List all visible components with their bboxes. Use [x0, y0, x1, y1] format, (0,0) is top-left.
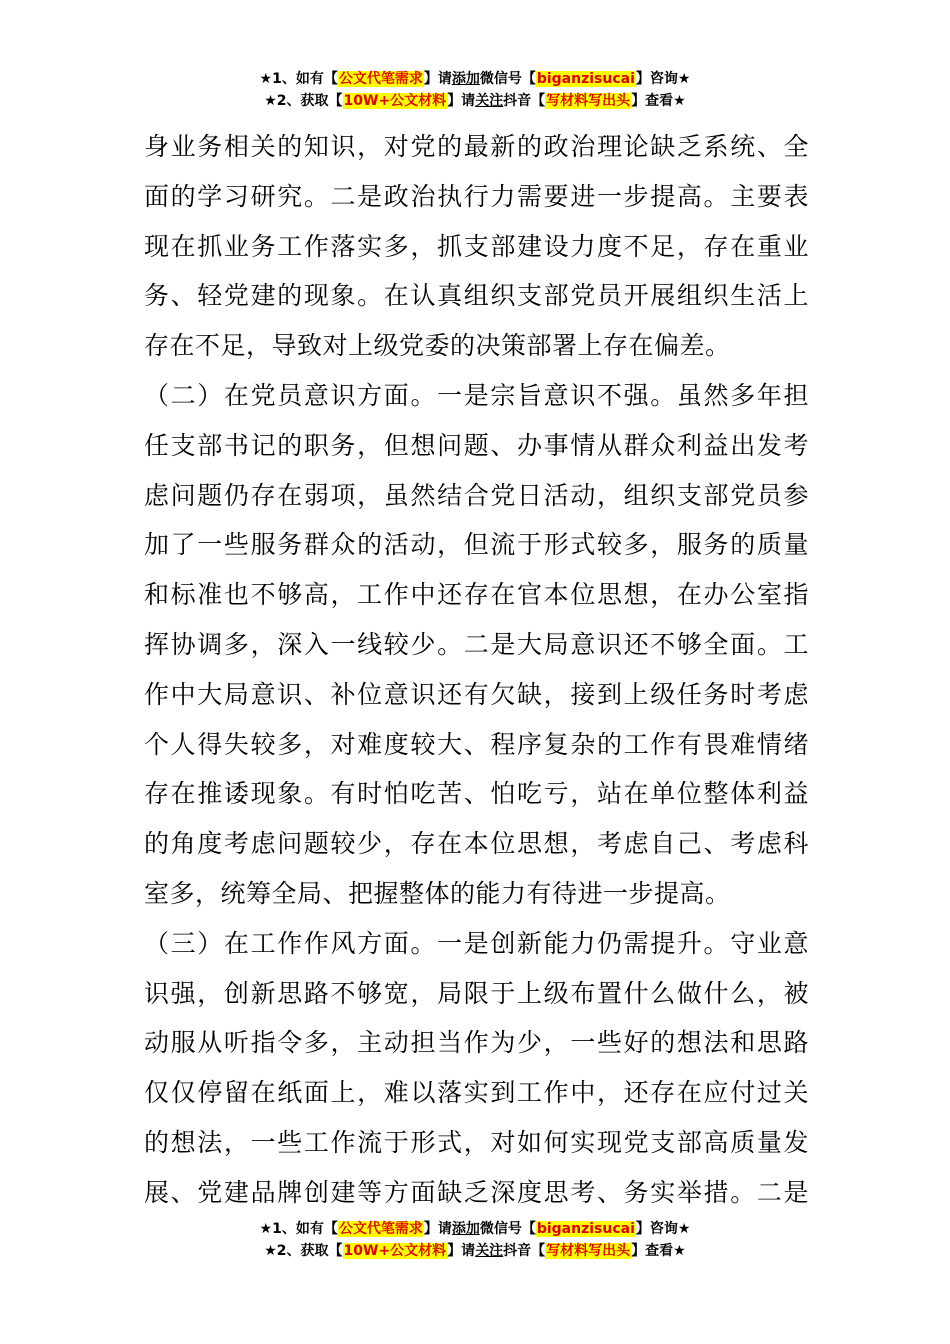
- body-line: 务、轻党建的现象。在认真组织支部党员开展组织生活上: [144, 281, 809, 311]
- banner-highlight: biganzisucai: [536, 71, 635, 87]
- header-banner: [0, 68, 950, 112]
- body-line: 任支部书记的职务，但想问题、办事情从群众利益出发考: [144, 430, 809, 460]
- body-line: 虑问题仍存在弱项，虽然结合党日活动，组织支部党员参: [144, 480, 809, 510]
- body-line: 作中大局意识、补位意识还有欠缺，接到上级任务时考虑: [144, 679, 809, 709]
- banner-text: 】请: [423, 1221, 452, 1237]
- banner-text: ★2、获取【: [264, 1243, 343, 1259]
- banner-line-2: [0, 90, 950, 112]
- body-line: 加了一些服务群众的活动，但流于形式较多，服务的质量: [144, 530, 809, 560]
- banner-highlight: 公文代笔需求: [338, 71, 423, 87]
- body-line: 现在抓业务工作落实多，抓支部建设力度不足，存在重业: [144, 231, 809, 261]
- body-line: （二）在党员意识方面。一是宗旨意识不强。虽然多年担: [144, 380, 809, 410]
- banner-text: 微信号【: [479, 1221, 536, 1237]
- banner-text: 】查看★: [631, 93, 686, 109]
- body-line: 识强，创新思路不够宽，局限于上级布置什么做什么，被: [144, 978, 809, 1008]
- body-line: 动服从听指令多，主动担当作为少，一些好的想法和思路: [144, 1028, 809, 1058]
- banner-text: 】查看★: [631, 1243, 686, 1259]
- banner-line-2: [0, 1240, 950, 1262]
- banner-line-1: [0, 1218, 950, 1240]
- body-line: 身业务相关的知识，对党的最新的政治理论缺乏系统、全: [144, 132, 809, 161]
- banner-text: 】请: [423, 71, 452, 87]
- body-line: 的角度考虑问题较少，存在本位思想，考虑自己、考虑科: [144, 829, 809, 859]
- banner-underlined-text: 添加: [451, 71, 480, 87]
- body-line: （三）在工作作风方面。一是创新能力仍需提升。守业意: [144, 928, 809, 958]
- banner-text: 】请: [447, 93, 476, 109]
- banner-highlight: 写材料写出头: [546, 93, 631, 109]
- banner-highlight: 10W+公文材料: [343, 93, 447, 109]
- footer-banner: [0, 1218, 950, 1262]
- banner-text: 抖音【: [503, 93, 546, 109]
- body-line: 挥协调多，深入一线较少。二是大局意识还不够全面。工: [144, 629, 809, 659]
- banner-highlight: biganzisucai: [536, 1221, 635, 1237]
- body-line: 个人得失较多，对难度较大、程序复杂的工作有畏难情绪: [144, 729, 809, 759]
- banner-text: ★2、获取【: [264, 93, 343, 109]
- banner-highlight: 10W+公文材料: [343, 1243, 447, 1259]
- banner-text: 】咨询★: [635, 71, 691, 87]
- body-line: 存在不足，导致对上级党委的决策部署上存在偏差。: [144, 331, 731, 361]
- banner-text: 】请: [447, 1243, 476, 1259]
- body-line: 展、党建品牌创建等方面缺乏深度思考、务实举措。二是: [144, 1177, 809, 1207]
- body-line: 存在推诿现象。有时怕吃苦、怕吃亏，站在单位整体利益: [144, 779, 809, 809]
- banner-underlined-text: 添加: [451, 1221, 480, 1237]
- banner-underlined-text: 关注: [475, 93, 504, 109]
- body-line: 的想法，一些工作流于形式，对如何实现党支部高质量发: [144, 1127, 809, 1157]
- body-line: 室多，统筹全局、把握整体的能力有待进一步提高。: [144, 878, 731, 908]
- document-body: [144, 122, 809, 1218]
- banner-highlight: 写材料写出头: [546, 1243, 631, 1259]
- banner-line-1: [0, 68, 950, 90]
- banner-text: 】咨询★: [635, 1221, 691, 1237]
- banner-text: 微信号【: [479, 71, 536, 87]
- banner-text: ★1、如有【: [259, 1221, 338, 1237]
- banner-text: ★1、如有【: [259, 71, 338, 87]
- banner-underlined-text: 关注: [475, 1243, 504, 1259]
- banner-highlight: 公文代笔需求: [338, 1221, 423, 1237]
- banner-text: 抖音【: [503, 1243, 546, 1259]
- body-line: 和标准也不够高，工作中还存在官本位思想，在办公室指: [144, 580, 809, 610]
- body-line: 面的学习研究。二是政治执行力需要进一步提高。主要表: [144, 181, 809, 211]
- body-line: 仅仅停留在纸面上，难以落实到工作中，还存在应付过关: [144, 1078, 809, 1108]
